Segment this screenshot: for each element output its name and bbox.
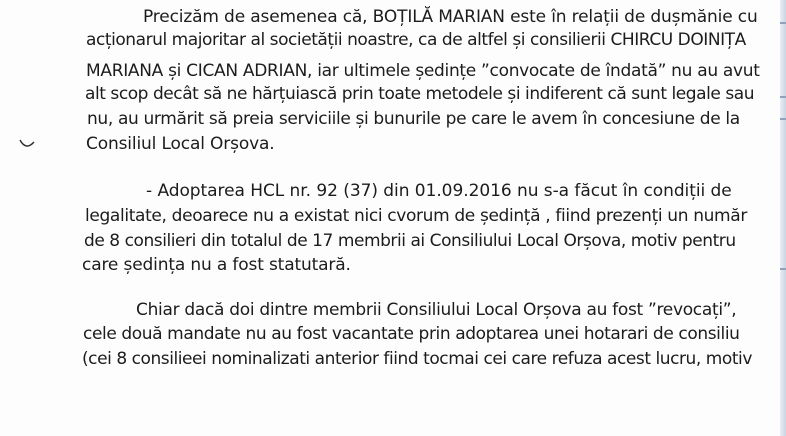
p2-line-4: care ședința nu a fost statutară. [82, 255, 351, 275]
p3-line-1: Chiar dacă doi dintre membrii Consiliului Local Orșova au fost ”revocați”, [136, 300, 737, 320]
p2-line-1: - Adoptarea HCL nr. 92 (37) din 01.09.2016 nu s-a făcut în condiții de [146, 181, 732, 201]
scan-edge-strip [780, 0, 786, 436]
p1-line-1: Precizăm de asemenea că, BOȚILĂ MARIAN este în relații de dușmănie cu [143, 7, 758, 27]
p1-line-3: MARIANA și CICAN ADRIAN, iar ultimele ședințe ”convocate de îndată” nu au avut [86, 61, 760, 81]
p1-line-2: acționarul majoritar al societății noastre, ca de altfel și consilierii CHIRCU DOINIȚA [86, 30, 746, 50]
p2-line-3: de 8 consilieri din totalul de 17 membrii ai Consiliului Local Orșova, motiv pentru [84, 231, 736, 251]
p3-line-2: cele două mandate nu au fost vacantate prin adoptarea unei hotarari de consiliu [83, 324, 740, 344]
pen-mark-icon [18, 137, 36, 151]
p3-line-3: (cei 8 consilieei nominalizati anterior fiind tocmai cei care refuza acest lucru, motiv [82, 349, 752, 369]
p1-line-6: Consiliul Local Orșova. [86, 134, 275, 154]
p2-line-2: legalitate, deoarece nu a existat nici cvorum de ședință , fiind prezenți un număr [85, 206, 747, 226]
p1-line-4: alt scop decât să ne hărțuiască prin toate metodele și indiferent că sunt legale sau [85, 84, 755, 104]
p1-line-5: nu, au urmărit să preia serviciile și bunurile pe care le avem în concesiune de la [87, 109, 740, 129]
